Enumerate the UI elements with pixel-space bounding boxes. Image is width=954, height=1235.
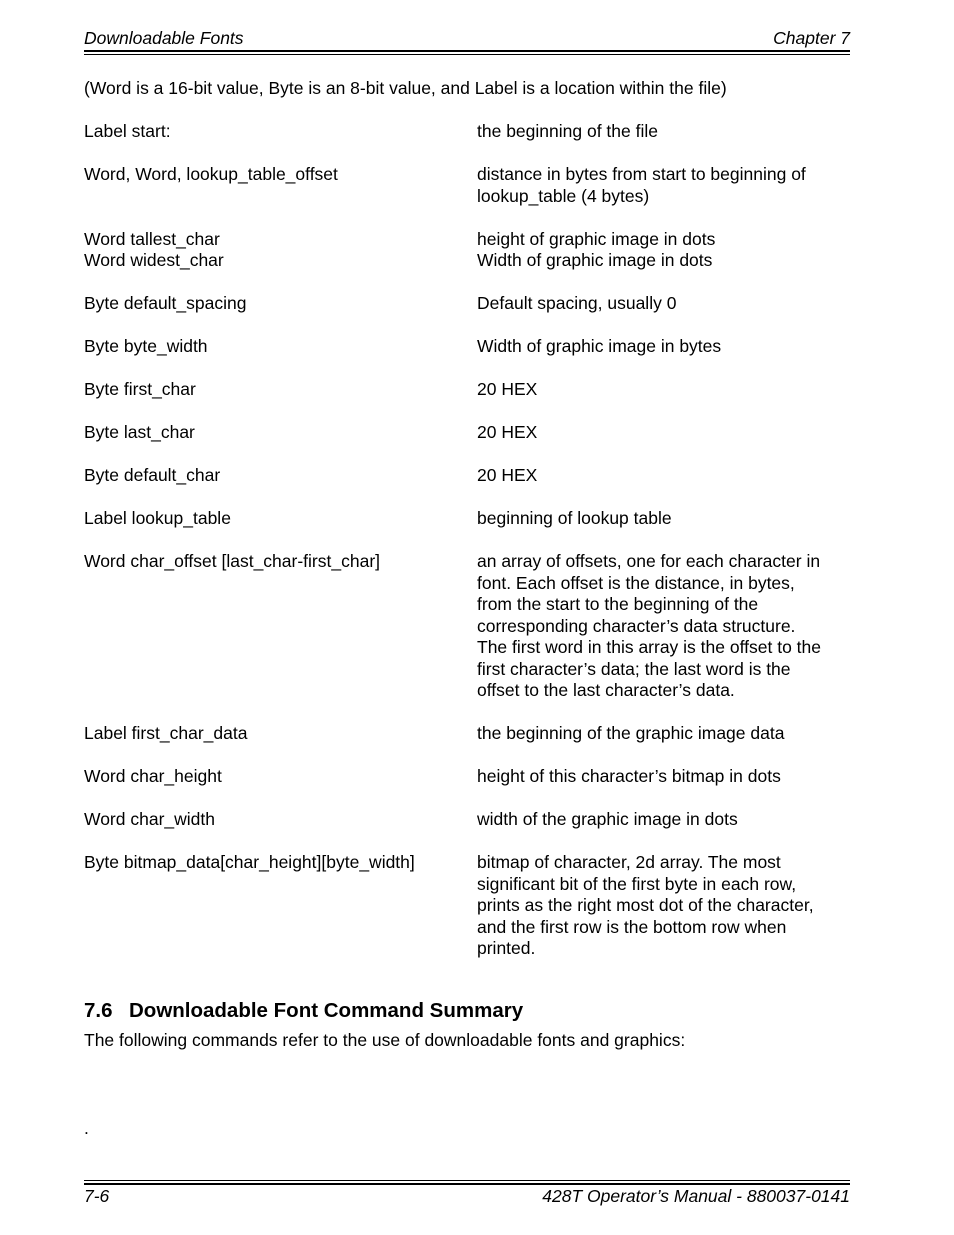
field-name-line: Label first_char_data [84,723,248,743]
field-description-line: height of graphic image in dots [477,228,716,249]
page-footer [84,1186,850,1208]
field-description-line: 20 HEX [477,465,538,485]
section-number: 7.6 [84,999,113,1022]
field-description-line: font. Each offset is the distance, in bytes, [477,572,795,593]
field-description [477,551,857,702]
field-description-line: offset to the last character’s data. [477,680,735,700]
field-name [84,422,474,444]
field-name [84,852,474,874]
field-description [477,809,857,831]
field-description [477,229,857,272]
field-description-line: corresponding character’s data structure. [477,615,796,636]
field-name [84,164,474,186]
header-section-title: Downloadable Fonts [84,28,244,48]
field-description-line: significant bit of the first byte in each row, [477,873,797,894]
field-description-line: 20 HEX [477,422,538,442]
field-name-line: Word tallest_char [84,228,220,249]
field-description [477,508,857,530]
footer-rule-thin [84,1180,850,1181]
field-description [477,379,857,401]
trailing-mark: . [84,1118,89,1138]
section-text: The following commands refer to the use of downloadable fonts and graphics: [84,1030,686,1050]
field-name-line: Byte bitmap_data[char_height][byte_width] [84,852,415,872]
field-name-line: Byte default_spacing [84,293,247,313]
section-heading [84,1000,523,1022]
field-description-line: lookup_table (4 bytes) [477,185,650,206]
field-name [84,551,474,573]
field-description-line: Default spacing, usually 0 [477,293,677,313]
field-name [84,379,474,401]
field-name-line: Byte last_char [84,422,195,442]
field-name-line: Label start: [84,121,171,141]
footer-rule [84,1183,850,1185]
page-header [84,28,850,50]
field-description-line: Width of graphic image in dots [477,250,713,270]
field-description-line: first character’s data; the last word is the [477,658,791,679]
field-name [84,229,474,272]
field-description-line: from the start to the beginning of the [477,594,759,614]
field-description-line: the beginning of the graphic image data [477,723,785,743]
field-description [477,465,857,487]
footer-manual-title: 428T Operator’s Manual - 880037-0141 [542,1186,850,1206]
header-rule-thin [84,54,850,55]
field-description-line: bitmap of character, 2d array. The most [477,852,781,872]
header-chapter: Chapter 7 [773,28,850,48]
field-name [84,465,474,487]
field-description [477,422,857,444]
field-name [84,766,474,788]
field-description-line: printed. [477,938,536,958]
field-description [477,336,857,358]
field-name-line: Word char_height [84,766,222,786]
field-description [477,121,857,143]
page-number: 7-6 [84,1186,110,1206]
field-description-line: height of this character’s bitmap in dots [477,766,781,786]
field-name [84,809,474,831]
field-name-line: Word char_offset [last_char-first_char] [84,551,381,571]
field-description-line: the beginning of the file [477,121,658,141]
field-description-line: width of the graphic image in dots [477,809,738,829]
field-description [477,723,857,745]
field-name [84,723,474,745]
field-description-line: an array of offsets, one for each character in [477,551,821,571]
field-description [477,852,857,960]
field-name-line: Word char_width [84,809,215,829]
field-name-line: Label lookup_table [84,508,231,528]
field-description-line: beginning of lookup table [477,508,672,528]
field-description-line: Width of graphic image in bytes [477,336,722,356]
field-name-line: Word widest_char [84,250,224,270]
field-description-line: distance in bytes from start to beginning of [477,164,806,184]
intro-note: (Word is a 16-bit value, Byte is an 8-bit value, and Label is a location within the file) [84,78,727,98]
field-name-line: Word, Word, lookup_table_offset [84,164,338,184]
field-description-line: 20 HEX [477,379,538,399]
field-name-line: Byte byte_width [84,336,208,356]
field-description [477,164,857,207]
field-description-line: and the first row is the bottom row when [477,916,787,937]
section-title: Downloadable Font Command Summary [129,999,524,1022]
field-name [84,293,474,315]
field-name [84,508,474,530]
field-name [84,121,474,143]
field-name [84,336,474,358]
field-description-line: The first word in this array is the offset to the [477,637,821,657]
header-rule [84,50,850,52]
field-description [477,766,857,788]
field-description-line: prints as the right most dot of the character, [477,895,814,915]
field-name-line: Byte default_char [84,465,221,485]
field-name-line: Byte first_char [84,379,196,399]
field-description [477,293,857,315]
